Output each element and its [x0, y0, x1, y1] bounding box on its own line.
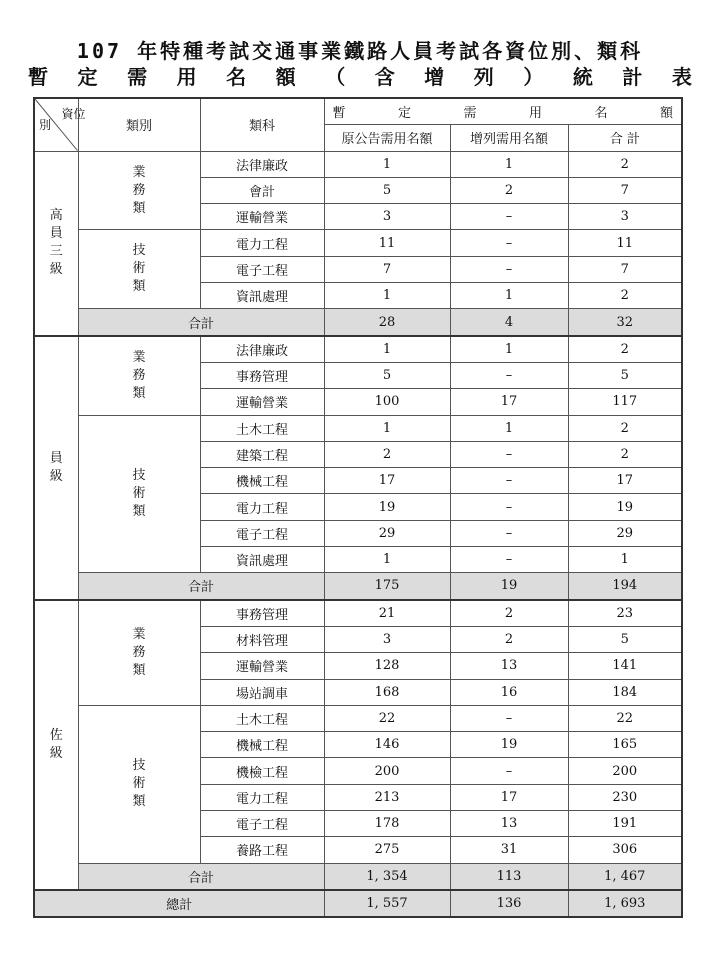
level-cell: [34, 600, 78, 890]
added-quota-cell: 13: [450, 653, 568, 679]
original-quota-cell: 5: [324, 362, 450, 388]
added-quota-cell: 1: [450, 415, 568, 441]
total-quota-cell: 1: [568, 547, 682, 573]
subject-cell: 建築工程: [200, 441, 324, 467]
subject-cell: 土木工程: [200, 705, 324, 731]
original-quota-cell: 11: [324, 230, 450, 256]
added-quota-cell: 1: [450, 336, 568, 363]
category-header: 類別: [78, 98, 200, 151]
level-label: 高員三級: [49, 208, 63, 278]
added-quota-cell: –: [450, 547, 568, 573]
category-label: 業務類: [132, 164, 146, 216]
original-quota-cell: 3: [324, 626, 450, 652]
subtotal-row: [34, 573, 682, 600]
original-quota-cell: 1: [324, 283, 450, 309]
total-quota-header: 合 計: [568, 125, 682, 151]
added-quota-cell: –: [450, 705, 568, 731]
added-quota-cell: –: [450, 494, 568, 520]
title-char: 用: [176, 65, 197, 89]
title-char: 統: [572, 65, 593, 89]
original-quota-cell: 146: [324, 732, 450, 758]
original-quota-cell: 17: [324, 468, 450, 494]
subtotal-added: 4: [450, 309, 568, 336]
total-quota-cell: 2: [568, 336, 682, 363]
title-char: 計: [622, 65, 643, 89]
quota-group-char: 名: [594, 106, 608, 122]
added-quota-cell: 17: [450, 784, 568, 810]
table-row: [34, 415, 682, 441]
original-quota-cell: 213: [324, 784, 450, 810]
subject-cell: 事務管理: [200, 362, 324, 388]
title-char: ）: [523, 65, 544, 89]
subject-cell: 電力工程: [200, 494, 324, 520]
added-quota-cell: 13: [450, 811, 568, 837]
original-quota-cell: 7: [324, 256, 450, 282]
title-line-2: [28, 64, 692, 90]
added-quota-cell: 16: [450, 679, 568, 705]
total-quota-cell: 19: [568, 494, 682, 520]
quota-group-char: 用: [529, 106, 543, 122]
original-quota-cell: 29: [324, 520, 450, 546]
original-quota-cell: 19: [324, 494, 450, 520]
total-quota-cell: 22: [568, 705, 682, 731]
title-char: 列: [473, 65, 494, 89]
total-quota-cell: 191: [568, 811, 682, 837]
total-quota-cell: 17: [568, 468, 682, 494]
subject-cell: 機檢工程: [200, 758, 324, 784]
total-quota-cell: 5: [568, 362, 682, 388]
subtotal-added: 19: [450, 573, 568, 600]
total-quota-cell: 141: [568, 653, 682, 679]
subtotal-added: 113: [450, 863, 568, 890]
level-label: 佐級: [49, 727, 63, 761]
added-quota-cell: –: [450, 520, 568, 546]
original-quota-cell: 168: [324, 679, 450, 705]
total-quota-cell: 7: [568, 256, 682, 282]
subject-cell: 會計: [200, 177, 324, 203]
original-quota-cell: 200: [324, 758, 450, 784]
subject-cell: 資訊處理: [200, 547, 324, 573]
quota-group-char: 定: [398, 106, 412, 122]
added-quota-header: 增列需用名額: [450, 125, 568, 151]
added-quota-cell: –: [450, 441, 568, 467]
subject-cell: 養路工程: [200, 837, 324, 863]
total-quota-cell: 7: [568, 177, 682, 203]
subject-cell: 運輸營業: [200, 204, 324, 230]
total-quota-cell: 2: [568, 441, 682, 467]
total-quota-cell: 23: [568, 600, 682, 627]
title-char: （: [325, 65, 346, 89]
added-quota-cell: –: [450, 204, 568, 230]
subtotal-total: 194: [568, 573, 682, 600]
original-quota-cell: 1: [324, 547, 450, 573]
total-quota-cell: 200: [568, 758, 682, 784]
title-char: 定: [77, 65, 98, 89]
table-row: [34, 600, 682, 627]
original-quota-cell: 21: [324, 600, 450, 627]
subject-cell: 事務管理: [200, 600, 324, 627]
total-quota-cell: 230: [568, 784, 682, 810]
subject-cell: 場站調車: [200, 679, 324, 705]
subject-cell: 材料管理: [200, 626, 324, 652]
total-quota-cell: 3: [568, 204, 682, 230]
total-quota-cell: 165: [568, 732, 682, 758]
subtotal-row: [34, 863, 682, 890]
category-cell: [78, 151, 200, 230]
original-quota-cell: 22: [324, 705, 450, 731]
subject-cell: 電子工程: [200, 256, 324, 282]
total-quota-cell: 11: [568, 230, 682, 256]
level-cell: [34, 151, 78, 336]
category-label: 業務類: [132, 349, 146, 401]
category-label: 業務類: [132, 626, 146, 678]
category-cell: [78, 600, 200, 706]
quota-group-char: 暫: [332, 106, 346, 122]
added-quota-cell: 17: [450, 389, 568, 415]
original-quota-cell: 1: [324, 415, 450, 441]
added-quota-cell: 1: [450, 283, 568, 309]
subject-cell: 電力工程: [200, 230, 324, 256]
subtotal-label: 合計: [78, 863, 324, 890]
original-quota-header: 原公告需用名額: [324, 125, 450, 151]
quota-group-char: 需: [463, 106, 477, 122]
subtotal-row: [34, 309, 682, 336]
category-label: 技術類: [132, 758, 146, 810]
category-cell: [78, 230, 200, 309]
total-quota-cell: 29: [568, 520, 682, 546]
original-quota-cell: 275: [324, 837, 450, 863]
added-quota-cell: –: [450, 230, 568, 256]
added-quota-cell: –: [450, 758, 568, 784]
subject-cell: 法律廉政: [200, 151, 324, 177]
category-label: 技術類: [132, 467, 146, 519]
added-quota-cell: 19: [450, 732, 568, 758]
original-quota-cell: 100: [324, 389, 450, 415]
grand-total-total: 1, 693: [568, 890, 682, 917]
grand-total-row: [34, 890, 682, 917]
subject-cell: 法律廉政: [200, 336, 324, 363]
total-quota-cell: 117: [568, 389, 682, 415]
original-quota-cell: 2: [324, 441, 450, 467]
subtotal-original: 28: [324, 309, 450, 336]
subtotal-label: 合計: [78, 573, 324, 600]
level-label: 員級: [49, 450, 63, 484]
corner-header-cell: [34, 98, 86, 151]
added-quota-cell: –: [450, 362, 568, 388]
quota-group-header: [324, 98, 682, 125]
subtotal-original: 1, 354: [324, 863, 450, 890]
subtotal-original: 175: [324, 573, 450, 600]
title-char: 表: [671, 65, 692, 89]
corner-label-left: 別: [39, 117, 52, 132]
category-cell: [78, 705, 200, 863]
subject-cell: 機械工程: [200, 468, 324, 494]
original-quota-cell: 178: [324, 811, 450, 837]
title-char: 增: [424, 65, 445, 89]
added-quota-cell: –: [450, 468, 568, 494]
original-quota-cell: 1: [324, 336, 450, 363]
corner-label-right: 資位: [61, 107, 86, 121]
statistics-table: [33, 97, 683, 918]
added-quota-cell: 2: [450, 626, 568, 652]
grand-total-original: 1, 557: [324, 890, 450, 917]
title-line-1: 107 年特種考試交通事業鐵路人員考試各資位別、類科: [76, 39, 644, 63]
table-row: [34, 705, 682, 731]
category-label: 技術類: [132, 243, 146, 295]
original-quota-cell: 5: [324, 177, 450, 203]
category-cell: [78, 415, 200, 573]
subject-header: 類科: [200, 98, 324, 151]
original-quota-cell: 1: [324, 151, 450, 177]
total-quota-cell: 2: [568, 283, 682, 309]
subtotal-total: 1, 467: [568, 863, 682, 890]
category-cell: [78, 336, 200, 415]
added-quota-cell: 1: [450, 151, 568, 177]
table-row: [34, 151, 682, 177]
title-char: 名: [226, 65, 247, 89]
original-quota-cell: 3: [324, 204, 450, 230]
title-char: 需: [127, 65, 148, 89]
total-quota-cell: 184: [568, 679, 682, 705]
subtotal-total: 32: [568, 309, 682, 336]
subtotal-label: 合計: [78, 309, 324, 336]
title-char: 暫: [28, 65, 48, 89]
grand-total-label: 總計: [34, 890, 324, 917]
title-char: 含: [374, 65, 395, 89]
subject-cell: 機械工程: [200, 732, 324, 758]
subject-cell: 電子工程: [200, 520, 324, 546]
total-quota-cell: 2: [568, 151, 682, 177]
total-quota-cell: 306: [568, 837, 682, 863]
added-quota-cell: 31: [450, 837, 568, 863]
table-row: [34, 336, 682, 363]
total-quota-cell: 2: [568, 415, 682, 441]
level-cell: [34, 336, 78, 600]
subject-cell: 電力工程: [200, 784, 324, 810]
title-char: 額: [275, 65, 296, 89]
added-quota-cell: 2: [450, 600, 568, 627]
subject-cell: 土木工程: [200, 415, 324, 441]
added-quota-cell: 2: [450, 177, 568, 203]
quota-group-char: 額: [660, 106, 674, 122]
grand-total-added: 136: [450, 890, 568, 917]
added-quota-cell: –: [450, 256, 568, 282]
total-quota-cell: 5: [568, 626, 682, 652]
subject-cell: 運輸營業: [200, 389, 324, 415]
original-quota-cell: 128: [324, 653, 450, 679]
subject-cell: 資訊處理: [200, 283, 324, 309]
subject-cell: 電子工程: [200, 811, 324, 837]
subject-cell: 運輸營業: [200, 653, 324, 679]
table-row: [34, 230, 682, 256]
